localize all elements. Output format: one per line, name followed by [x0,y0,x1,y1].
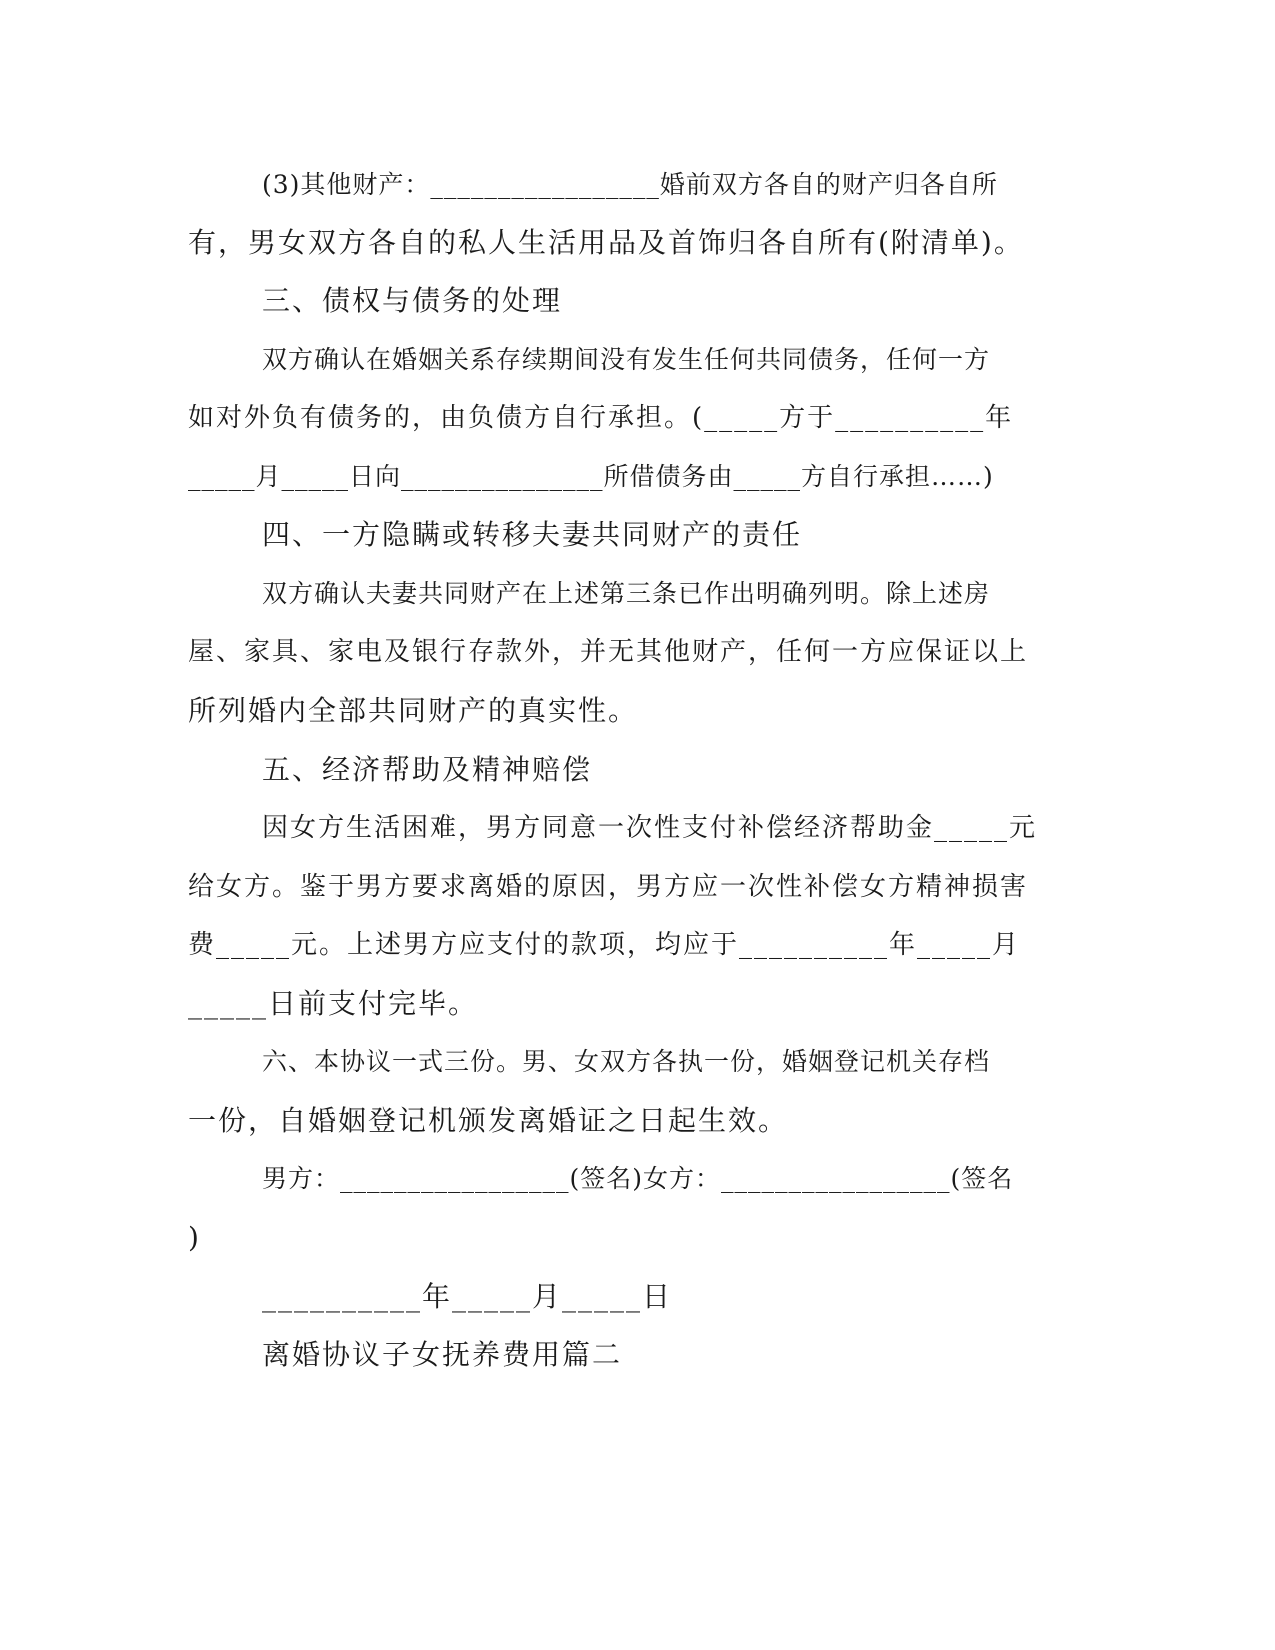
text-line: 双方确认在婚姻关系存续期间没有发生任何共同债务，任何一方 [262,345,991,374]
text-line: _____日前支付完毕。 [188,987,479,1020]
section-heading: 四、一方隐瞒或转移夫妻共同财产的责任 [262,518,803,551]
text-line: 费_____元。上述男方应支付的款项，均应于__________年_____月 [188,930,1021,960]
text-line: 因女方生活困难，男方同意一次性支付补偿经济帮助金_____元 [262,813,1038,843]
text-line: 有，男女双方各自的私人生活用品及首饰归各自所有(附清单)。 [188,226,1024,259]
section-heading: 五、经济帮助及精神赔偿 [262,753,593,786]
section-title: 离婚协议子女抚养费用篇二 [262,1338,623,1371]
text-line: 如对外负有债务的，由负债方自行承担。(_____方于__________年 [188,403,1014,433]
section-heading: 三、债权与债务的处理 [262,284,563,317]
text-line: 一份，自婚姻登记机颁发离婚证之日起生效。 [188,1104,789,1137]
text-line: _____月_____日向_______________所借债务由_____方自行承担……) [188,462,994,491]
signature-line: 男方：_________________(签名)女方：_________________(签名 [262,1164,1014,1193]
text-line: ) [188,1221,201,1254]
text-line: 给女方。鉴于男方要求离婚的原因，男方应一次性补偿女方精神损害 [188,872,1029,902]
text-line: 屋、家具、家电及银行存款外，并无其他财产，任何一方应保证以上 [188,637,1029,667]
text-line: 六、本协议一式三份。男、女双方各执一份，婚姻登记机关存档 [262,1047,991,1076]
date-line: __________年_____月_____日 [262,1280,673,1313]
text-line: (3)其他财产：_________________婚前双方各自的财产归各自所 [262,170,998,199]
text-line: 双方确认夫妻共同财产在上述第三条已作出明确列明。除上述房 [262,579,991,608]
text-line: 所列婚内全部共同财产的真实性。 [188,694,639,727]
